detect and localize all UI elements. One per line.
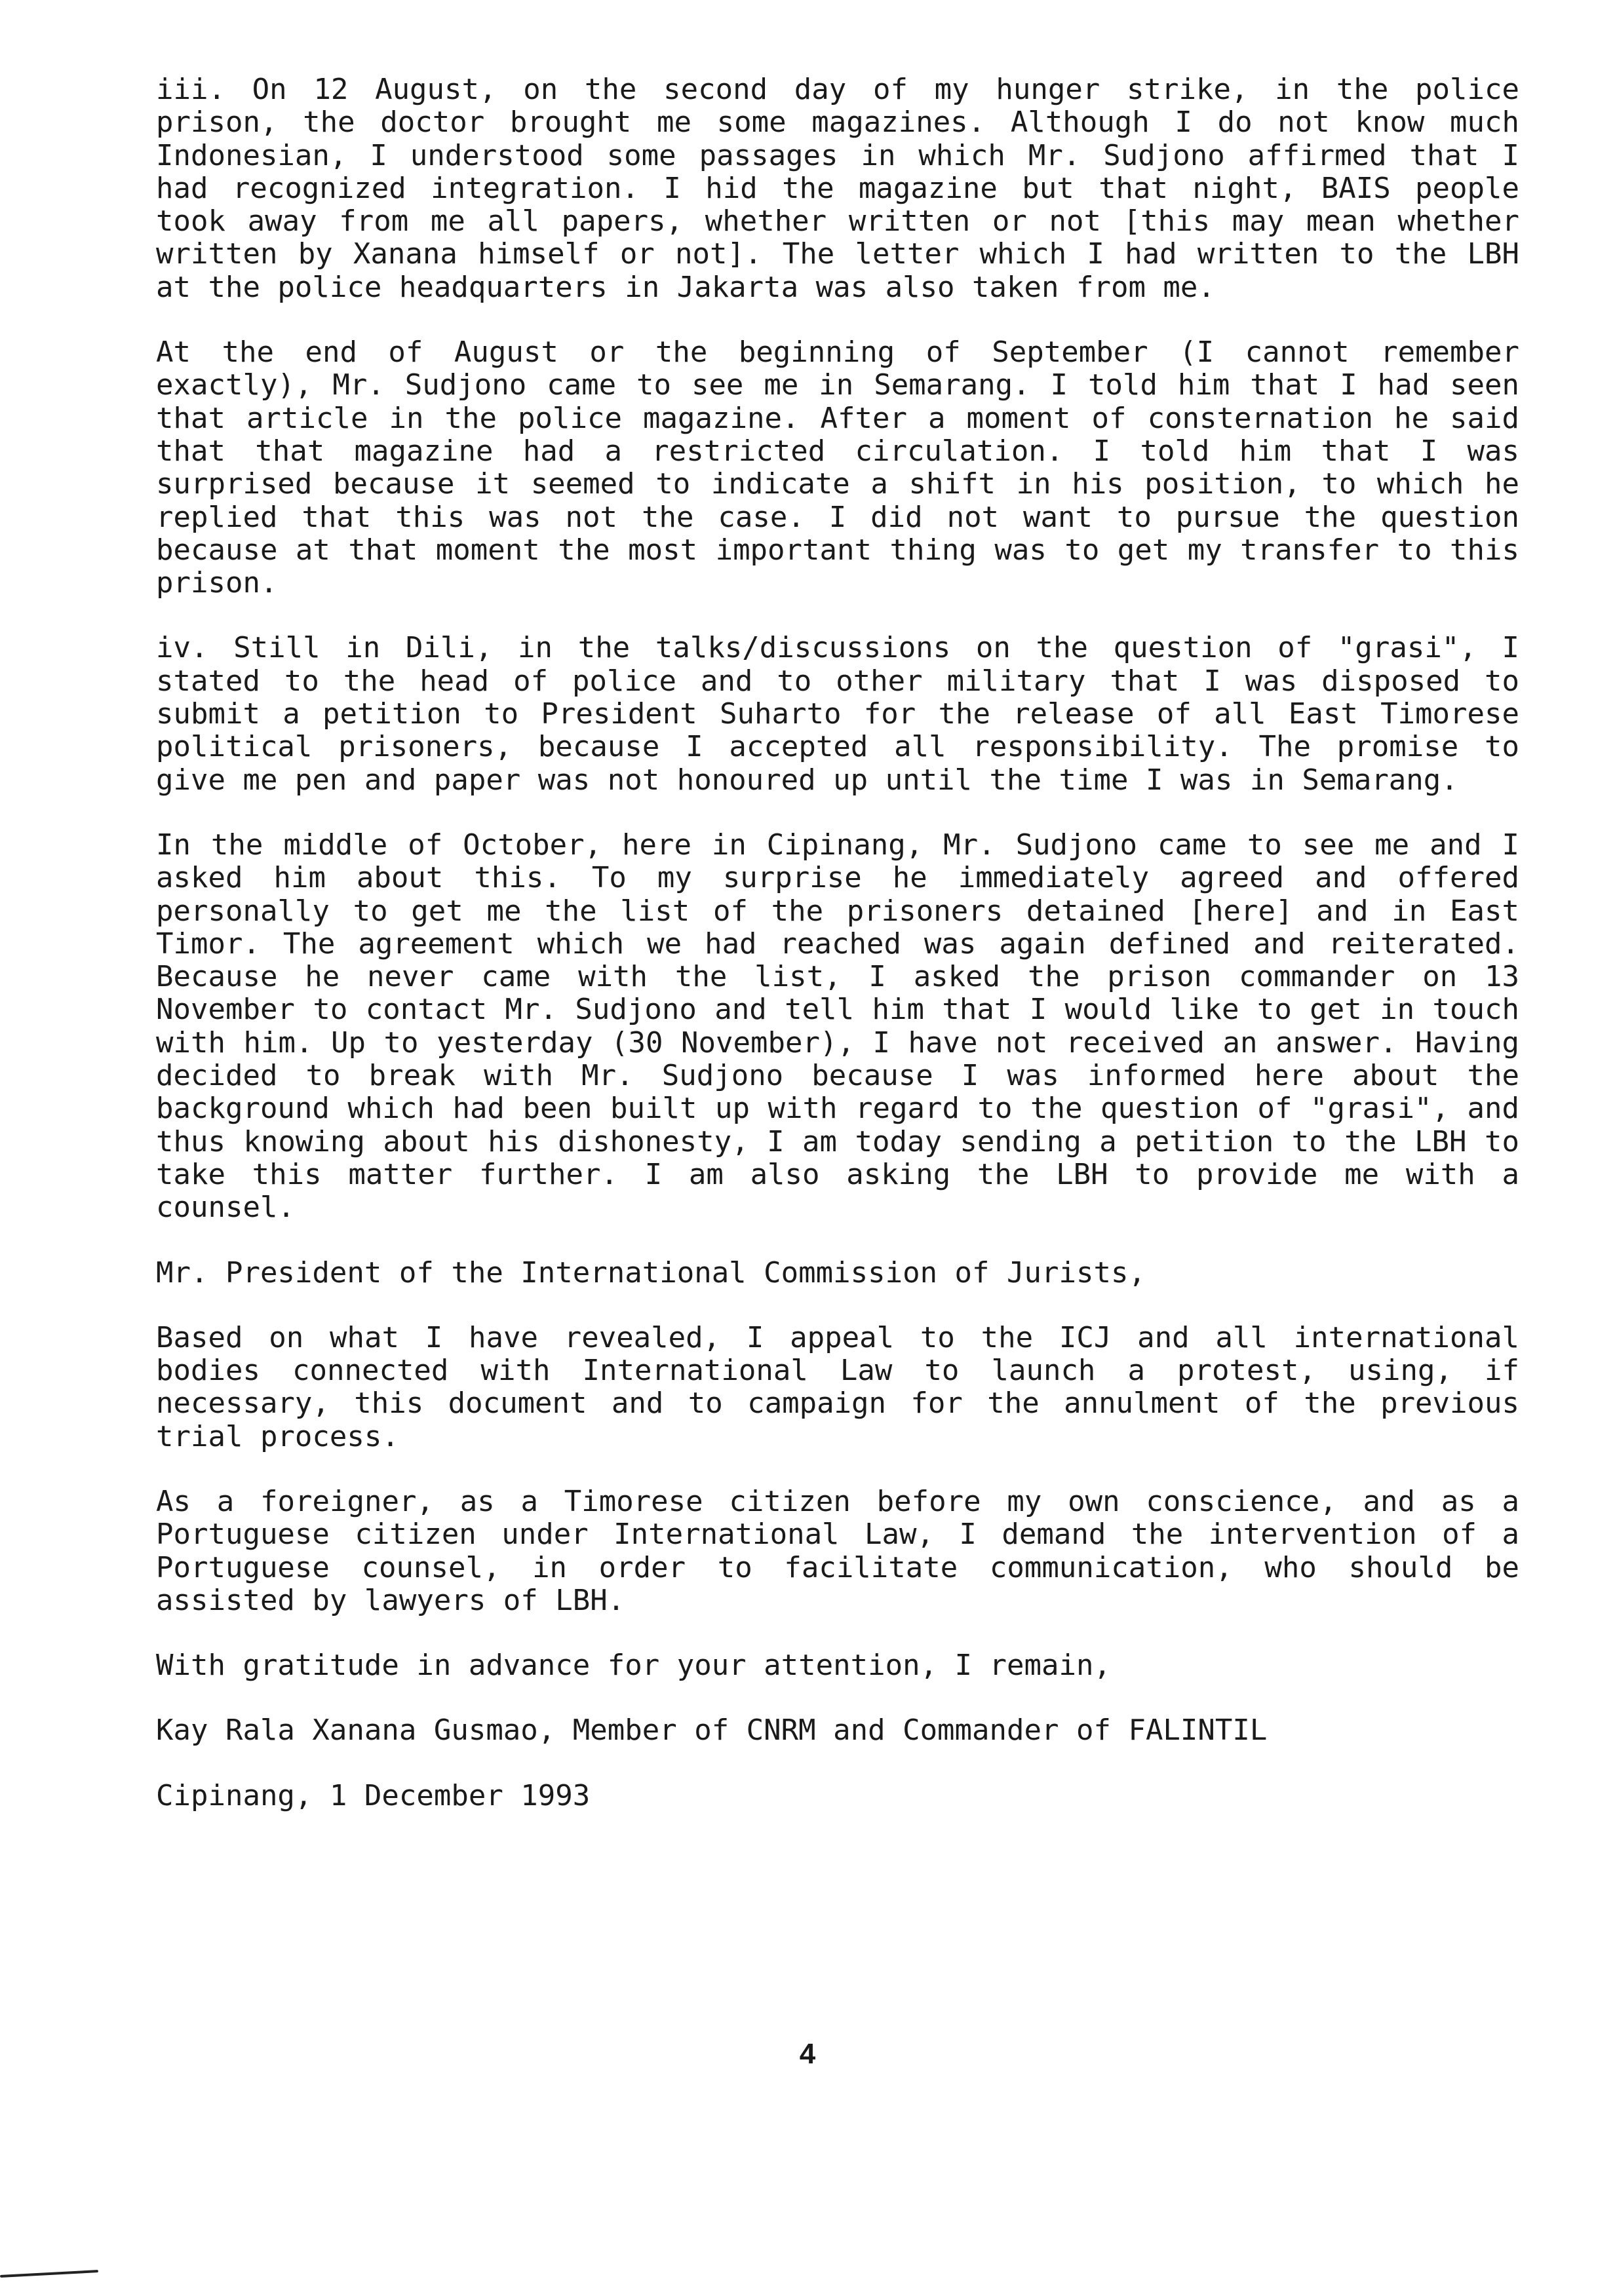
scan-edge-mark <box>0 2270 98 2278</box>
paragraph-cipinang-october: In the middle of October, here in Cipinang, Mr. Sudjono came to see me and I asked him about this. To my surprise he immediately agreed and offered personally to get me the list of the prisoners detained [here] and in East Timor. The agreement which we had reached was again defined and reiterated. Because he never came with the list, I asked the prison commander on 13 November to contact Mr. Sudjono and tell him that I would like to get in touch with him. Up to yesterday (30 November), I have not received an answer. Having decided to break with Mr. Sudjono because I was informed here about the background which had been built up with regard to the question of "grasi", and thus knowing about his dishonesty, I am today sending a petition to the LBH to take this matter further. I am also asking the LBH to provide me with a counsel. <box>156 828 1519 1225</box>
closing-gratitude: With gratitude in advance for your attention, I remain, <box>156 1649 1111 1683</box>
letter-body <box>156 73 1519 1845</box>
paragraph-semarang-visit: At the end of August or the beginning of September (I cannot remember exactly), Mr. Sudjono came to see me in Semarang. I told him that I had seen that article in the police magazine. After a moment of consternation he said that that magazine had a restricted circulation. I told him that I was surprised because it seemed to indicate a shift in his position, to which he replied that this was not the case. I did not want to pursue the question because at that moment the most important thing was to get my transfer to this prison. <box>156 335 1519 600</box>
paragraph-iii-hunger-strike: iii. On 12 August, on the second day of my hunger strike, in the police prison, the doctor brought me some magazines. Although I do not know much Indonesian, I understood some passages in which Mr. Sudjono affirmed that I had recognized integration. I hid the magazine but that night, BAIS people took away from me all papers, whether written or not [this may mean whether written by Xanana himself or not]. The letter which I had written to the LBH at the police headquarters in Jakarta was also taken from me. <box>156 73 1519 304</box>
salutation-icj-president: Mr. President of the International Commission of Jurists, <box>156 1255 1146 1290</box>
page-number: 4 <box>799 2038 816 2070</box>
paragraph-portuguese-counsel: As a foreigner, as a Timorese citizen before my own conscience, and as a Portuguese citizen under International Law, I demand the intervention of a Portuguese counsel, in order to facilitate communication, who should be assisted by lawyers of LBH. <box>156 1484 1519 1617</box>
paragraph-appeal-icj: Based on what I have revealed, I appeal to the ICJ and all international bodies connected with International Law to launch a protest, using, if necessary, this document and to campaign for the annulment of the previous trial process. <box>156 1320 1519 1453</box>
place-and-date: Cipinang, 1 December 1993 <box>156 1778 591 1812</box>
paragraph-iv-grasi-petition: iv. Still in Dili, in the talks/discussions on the question of "grasi", I stated to the head of police and to other military that I was disposed to submit a petition to President Suharto for the release of all East Timorese political prisoners, because I accepted all responsibility. The promise to give me pen and paper was not honoured up until the time I was in Semarang. <box>156 631 1519 797</box>
signature-line: Kay Rala Xanana Gusmao, Member of CNRM and Commander of FALINTIL <box>156 1713 1268 1748</box>
